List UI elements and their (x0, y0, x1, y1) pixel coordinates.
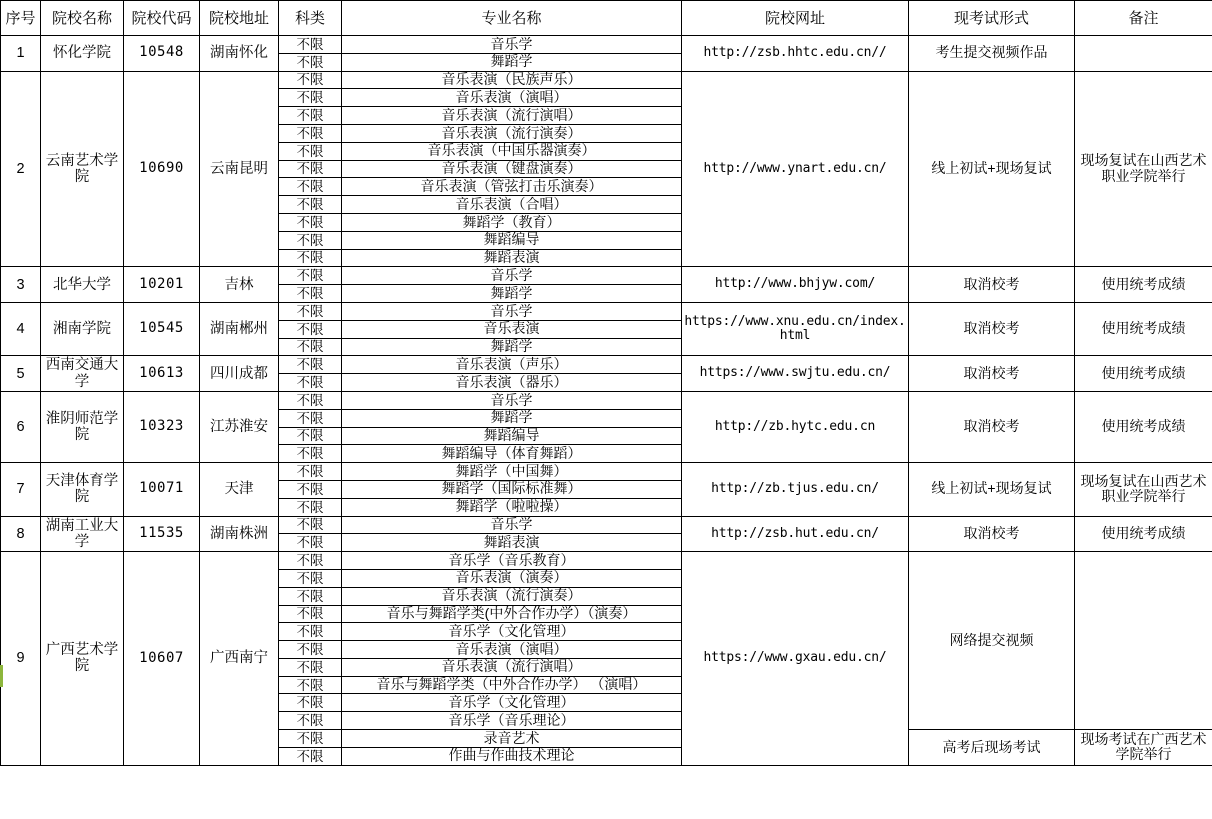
cell-major: 音乐学 (342, 36, 682, 54)
table-row (1, 302, 1212, 320)
table-row (1, 71, 1212, 89)
cell-note: 使用统考成绩 (1075, 391, 1212, 462)
cell-index: 2 (1, 71, 41, 267)
cell-exam-form: 高考后现场考试 (909, 730, 1075, 766)
cell-major: 音乐表演（演唱） (342, 641, 682, 659)
cell-index: 8 (1, 516, 41, 552)
cell-subject: 不限 (279, 658, 342, 676)
cell-address: 江苏淮安 (200, 391, 279, 462)
cell-subject: 不限 (279, 498, 342, 516)
cell-url[interactable]: http://zsb.hut.edu.cn/ (682, 516, 909, 552)
cell-note: 使用统考成绩 (1075, 516, 1212, 552)
row-selection-marker (0, 665, 3, 687)
cell-subject: 不限 (279, 160, 342, 178)
cell-major: 音乐表演（演奏） (342, 569, 682, 587)
cell-major: 音乐表演（管弦打击乐演奏） (342, 178, 682, 196)
cell-exam-form: 取消校考 (909, 302, 1075, 355)
cell-subject: 不限 (279, 231, 342, 249)
cell-major: 音乐表演（演唱） (342, 89, 682, 107)
cell-subject: 不限 (279, 356, 342, 374)
cell-subject: 不限 (279, 712, 342, 730)
cell-major: 音乐学 (342, 516, 682, 534)
cell-note (1075, 552, 1212, 730)
cell-subject: 不限 (279, 89, 342, 107)
header-subject: 科类 (279, 1, 342, 36)
cell-address: 湖南怀化 (200, 36, 279, 72)
cell-subject: 不限 (279, 71, 342, 89)
cell-code: 10690 (124, 71, 200, 267)
cell-major: 音乐学 (342, 391, 682, 409)
header-index: 序号 (1, 1, 41, 36)
cell-subject: 不限 (279, 53, 342, 71)
table-body (1, 36, 1212, 766)
header-code: 院校代码 (124, 1, 200, 36)
cell-major: 音乐表演（流行演奏） (342, 124, 682, 142)
cell-exam-form: 取消校考 (909, 267, 1075, 303)
cell-exam-form: 取消校考 (909, 356, 1075, 392)
cell-school: 天津体育学院 (41, 463, 124, 516)
cell-major: 舞蹈学（教育） (342, 213, 682, 231)
cell-major: 舞蹈编导 (342, 231, 682, 249)
cell-index: 7 (1, 463, 41, 516)
cell-url[interactable]: http://zb.tjus.edu.cn/ (682, 463, 909, 516)
table-row (1, 267, 1212, 285)
cell-subject: 不限 (279, 107, 342, 125)
cell-url[interactable]: https://www.swjtu.edu.cn/ (682, 356, 909, 392)
cell-exam-form: 线上初试+现场复试 (909, 71, 1075, 267)
cell-index: 6 (1, 391, 41, 462)
cell-address: 天津 (200, 463, 279, 516)
cell-code: 11535 (124, 516, 200, 552)
cell-subject: 不限 (279, 605, 342, 623)
cell-address: 湖南株洲 (200, 516, 279, 552)
cell-major: 音乐学（音乐教育） (342, 552, 682, 570)
cell-major: 音乐学（音乐理论） (342, 712, 682, 730)
cell-major: 舞蹈表演 (342, 534, 682, 552)
cell-major: 录音艺术 (342, 730, 682, 748)
cell-code: 10548 (124, 36, 200, 72)
cell-subject: 不限 (279, 427, 342, 445)
cell-major: 舞蹈学（国际标准舞） (342, 480, 682, 498)
cell-note: 使用统考成绩 (1075, 302, 1212, 355)
cell-subject: 不限 (279, 552, 342, 570)
cell-school: 西南交通大学 (41, 356, 124, 392)
cell-subject: 不限 (279, 463, 342, 481)
cell-major: 舞蹈编导 (342, 427, 682, 445)
cell-subject: 不限 (279, 124, 342, 142)
cell-major: 舞蹈学（啦啦操） (342, 498, 682, 516)
cell-subject: 不限 (279, 747, 342, 765)
cell-address: 四川成都 (200, 356, 279, 392)
cell-url[interactable]: http://zb.hytc.edu.cn (682, 391, 909, 462)
cell-exam-form: 取消校考 (909, 516, 1075, 552)
cell-major: 音乐表演（中国乐器演奏） (342, 142, 682, 160)
cell-subject: 不限 (279, 409, 342, 427)
cell-address: 云南昆明 (200, 71, 279, 267)
cell-major: 音乐表演（键盘演奏） (342, 160, 682, 178)
header-major: 专业名称 (342, 1, 682, 36)
cell-subject: 不限 (279, 516, 342, 534)
cell-address: 吉林 (200, 267, 279, 303)
header-note: 备注 (1075, 1, 1212, 36)
cell-address: 广西南宁 (200, 552, 279, 766)
cell-school: 湖南工业大学 (41, 516, 124, 552)
cell-subject: 不限 (279, 249, 342, 267)
table-row (1, 391, 1212, 409)
table-row (1, 516, 1212, 534)
cell-major: 舞蹈学 (342, 285, 682, 303)
cell-subject: 不限 (279, 302, 342, 320)
cell-major: 舞蹈学（中国舞） (342, 463, 682, 481)
cell-subject: 不限 (279, 142, 342, 160)
cell-code: 10201 (124, 267, 200, 303)
cell-subject: 不限 (279, 623, 342, 641)
cell-major: 音乐学（文化管理） (342, 694, 682, 712)
cell-code: 10607 (124, 552, 200, 766)
cell-school: 北华大学 (41, 267, 124, 303)
cell-major: 音乐学（文化管理） (342, 623, 682, 641)
cell-exam-form: 取消校考 (909, 391, 1075, 462)
header-url: 院校网址 (682, 1, 909, 36)
cell-note (1075, 36, 1212, 72)
cell-major: 舞蹈编导（体育舞蹈） (342, 445, 682, 463)
cell-school: 淮阴师范学院 (41, 391, 124, 462)
cell-index: 3 (1, 267, 41, 303)
cell-subject: 不限 (279, 374, 342, 392)
cell-major: 音乐与舞蹈学类（中外合作办学） （演唱） (342, 676, 682, 694)
cell-major: 音乐与舞蹈学类(中外合作办学）（演奏） (342, 605, 682, 623)
cell-exam-form: 考生提交视频作品 (909, 36, 1075, 72)
cell-note: 现场复试在山西艺术职业学院举行 (1075, 463, 1212, 516)
cell-code: 10071 (124, 463, 200, 516)
cell-index: 9 (1, 552, 41, 766)
header-school: 院校名称 (41, 1, 124, 36)
cell-url[interactable]: http://www.ynart.edu.cn/ (682, 71, 909, 267)
cell-address: 湖南郴州 (200, 302, 279, 355)
cell-url[interactable]: http://zsb.hhtc.edu.cn// (682, 36, 909, 72)
cell-school: 云南艺术学院 (41, 71, 124, 267)
cell-major: 舞蹈学 (342, 53, 682, 71)
cell-subject: 不限 (279, 569, 342, 587)
cell-subject: 不限 (279, 196, 342, 214)
cell-code: 10545 (124, 302, 200, 355)
cell-index: 1 (1, 36, 41, 72)
cell-major: 音乐表演（流行演唱） (342, 658, 682, 676)
cell-school: 湘南学院 (41, 302, 124, 355)
table-row (1, 463, 1212, 481)
cell-subject: 不限 (279, 285, 342, 303)
cell-subject: 不限 (279, 338, 342, 356)
cell-url[interactable]: https://www.xnu.edu.cn/index.html (682, 302, 909, 355)
cell-major: 音乐表演（声乐） (342, 356, 682, 374)
cell-exam-form: 线上初试+现场复试 (909, 463, 1075, 516)
table-header-row (1, 1, 1212, 36)
cell-subject: 不限 (279, 534, 342, 552)
cell-major: 音乐表演 (342, 320, 682, 338)
cell-subject: 不限 (279, 730, 342, 748)
cell-major: 音乐学 (342, 302, 682, 320)
cell-subject: 不限 (279, 36, 342, 54)
cell-major: 作曲与作曲技术理论 (342, 747, 682, 765)
cell-exam-form: 网络提交视频 (909, 552, 1075, 730)
cell-subject: 不限 (279, 445, 342, 463)
cell-url[interactable]: http://www.bhjyw.com/ (682, 267, 909, 303)
cell-subject: 不限 (279, 267, 342, 285)
cell-major: 音乐表演（流行演唱） (342, 107, 682, 125)
cell-url[interactable]: https://www.gxau.edu.cn/ (682, 552, 909, 766)
cell-major: 舞蹈学 (342, 409, 682, 427)
cell-subject: 不限 (279, 178, 342, 196)
cell-subject: 不限 (279, 320, 342, 338)
cell-note: 现场复试在山西艺术职业学院举行 (1075, 71, 1212, 267)
cell-subject: 不限 (279, 676, 342, 694)
cell-subject: 不限 (279, 587, 342, 605)
header-address: 院校地址 (200, 1, 279, 36)
cell-school: 怀化学院 (41, 36, 124, 72)
cell-note: 现场考试在广西艺术学院举行 (1075, 730, 1212, 766)
header-exam-form: 现考试形式 (909, 1, 1075, 36)
cell-school: 广西艺术学院 (41, 552, 124, 766)
cell-index: 4 (1, 302, 41, 355)
table-row (1, 356, 1212, 374)
cell-major: 音乐表演（合唱） (342, 196, 682, 214)
cell-major: 音乐表演（器乐） (342, 374, 682, 392)
cell-index: 5 (1, 356, 41, 392)
cell-major: 音乐学 (342, 267, 682, 285)
cell-subject: 不限 (279, 641, 342, 659)
cell-note: 使用统考成绩 (1075, 267, 1212, 303)
cell-major: 音乐表演（民族声乐） (342, 71, 682, 89)
cell-subject: 不限 (279, 213, 342, 231)
cell-code: 10613 (124, 356, 200, 392)
cell-subject: 不限 (279, 694, 342, 712)
cell-subject: 不限 (279, 391, 342, 409)
cell-subject: 不限 (279, 480, 342, 498)
cell-note: 使用统考成绩 (1075, 356, 1212, 392)
cell-major: 舞蹈学 (342, 338, 682, 356)
cell-code: 10323 (124, 391, 200, 462)
table-row (1, 552, 1212, 570)
cell-major: 音乐表演（流行演奏） (342, 587, 682, 605)
cell-major: 舞蹈表演 (342, 249, 682, 267)
table-header (1, 1, 1212, 36)
table-row (1, 36, 1212, 54)
